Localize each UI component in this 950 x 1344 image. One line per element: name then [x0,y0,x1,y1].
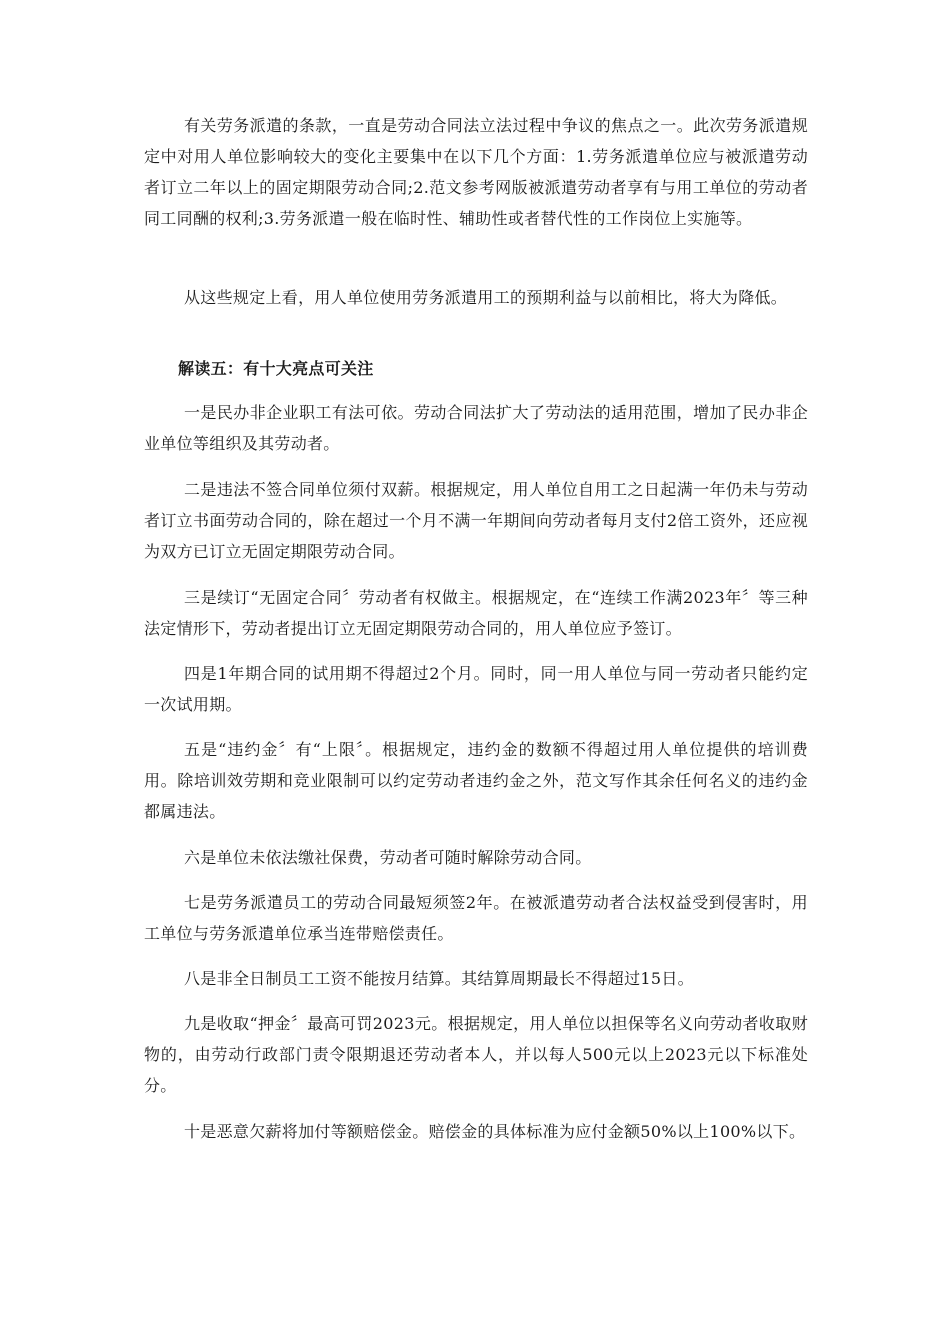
point-4: 四是1年期合同的试用期不得超过2个月。同时，同一用人单位与同一劳动者只能约定一次试用期。 [144,664,808,714]
point-3: 三是续订“无固定合同〞劳动者有权做主。根据规定，在“连续工作满2023年〞等三种法定情形下，劳动者提出订立无固定期限劳动合同的，用人单位应予签订。 [144,588,808,638]
paragraph-expected-benefit: 从这些规定上看，用人单位使用劳务派遣用工的预期利益与以前相比，将大为降低。 [184,288,788,307]
paragraph-labor-dispatch: 有关劳务派遣的条款，一直是劳动合同法立法过程中争议的焦点之一。此次劳务派遣规定中对用人单位影响较大的变化主要集中在以下几个方面：1.劳务派遣单位应与被派遣劳动者订立二年以上的固定期限劳动合同;2.范文参考网版被派遣劳动者享有与用工单位的劳动者同工同酬的权利;3.劳务派遣一般在临时性、辅助性或者替代性的工作岗位上实施等。 [144,116,808,228]
point-2: 二是违法不签合同单位须付双薪。根据规定，用人单位自用工之日起满一年仍未与劳动者订立书面劳动合同的，除在超过一个月不满一年期间向劳动者每月支付2倍工资外，还应视为双方已订立无固定期限劳动合同。 [144,480,808,561]
point-8: 八是非全日制员工工资不能按月结算。其结算周期最长不得超过15日。 [184,969,694,988]
section-heading: 解读五：有十大亮点可关注 [178,359,374,378]
point-6: 六是单位未依法缴社保费，劳动者可随时解除劳动合同。 [184,848,592,867]
point-1: 一是民办非企业职工有法可依。劳动合同法扩大了劳动法的适用范围，增加了民办非企业单位等组织及其劳动者。 [144,403,808,453]
point-7: 七是劳务派遣员工的劳动合同最短须签2年。在被派遣劳动者合法权益受到侵害时，用工单位与劳务派遣单位承当连带赔偿责任。 [144,893,808,943]
point-5: 五是“违约金〞有“上限〞。根据规定，违约金的数额不得超过用人单位提供的培训费用。除培训效劳期和竞业限制可以约定劳动者违约金之外，范文写作其余任何名义的违约金都属违法。 [144,740,808,821]
point-10: 十是恶意欠薪将加付等额赔偿金。赔偿金的具体标准为应付金额50%以上100%以下。 [184,1122,806,1141]
point-9: 九是收取“押金〞最高可罚2023元。根据规定，用人单位以担保等名义向劳动者收取财物的，由劳动行政部门责令限期退还劳动者本人，并以每人500元以上2023元以下标准处分。 [144,1014,808,1095]
